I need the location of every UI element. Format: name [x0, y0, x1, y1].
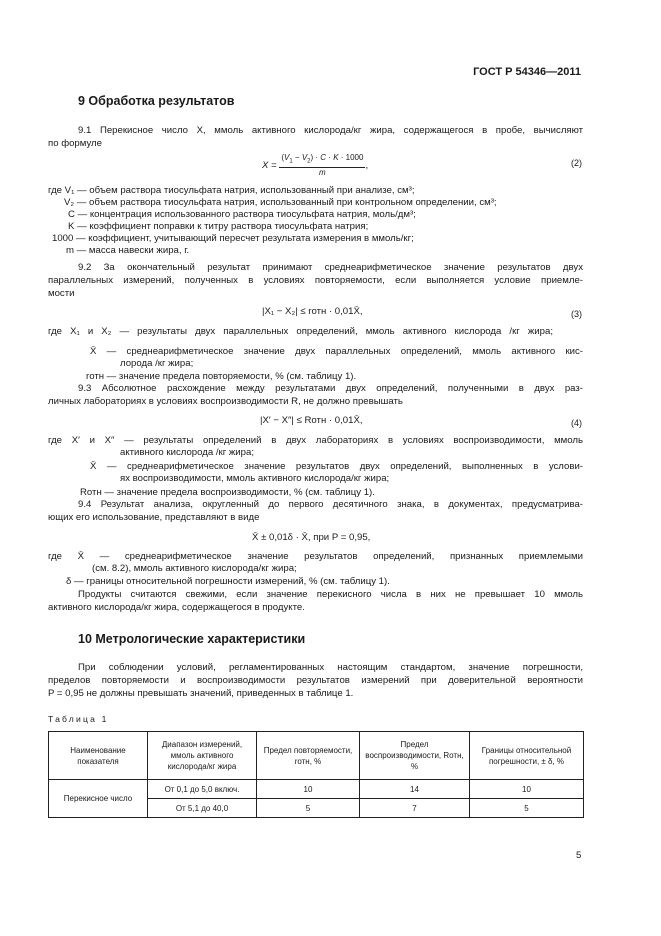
definition-x1-x2: где X₁ и X₂ — результаты двух параллельных определений, ммоль активного кислорода /кг жира; — [48, 326, 553, 337]
cell-reproducibility: 14 — [360, 780, 470, 799]
paragraph-10-line-2: пределов повторяемости и воспроизводимости результатов измерений при доверительной вероятности — [48, 675, 583, 686]
definition-x-prime-line-2: активного кислорода /кг жира; — [120, 447, 255, 458]
paragraph-9-1-line-1: 9.1 Перекисное число X, ммоль активного кислорода/кг жира, содержащегося в пробе, вычисляют — [78, 125, 583, 136]
table-header-row — [49, 732, 584, 780]
header-repeatability: Предел повторяемости, rотн, % — [257, 732, 360, 780]
header-error-bounds: Границы относительной погрешности, ± δ, % — [470, 732, 584, 780]
formula-2: X = $\frac{(V_1 - V_2) \cdot C \cdot K \cdot 1000}{m}$ , — [262, 153, 369, 177]
definition-xbar-4-line-2: ях воспроизводимости, ммоль активного кислорода/кг жира; — [120, 473, 390, 484]
definition-r-otn: rотн — значение предела повторяемости, % (см. таблицу 1). — [86, 371, 357, 382]
cell-error-bounds: 10 — [470, 780, 584, 799]
table-row — [49, 780, 584, 799]
paragraph-9-2-line-3: мости — [48, 288, 75, 299]
paragraph-10-line-1: При соблюдении условий, регламентированных настоящим стандартом, значение погрешности, — [78, 662, 583, 673]
cell-reproducibility: 7 — [360, 799, 470, 818]
paragraph-9-1-line-2: по формуле — [48, 138, 102, 149]
paragraph-9-4-line-1: 9.4 Результат анализа, округленный до первого десятичного знака, в документах, предусматрива- — [78, 499, 583, 510]
cell-repeatability: 5 — [257, 799, 360, 818]
definition-m: m — масса навески жира, г. — [66, 245, 190, 256]
header-range: Диапазон измерений, ммоль активного кислорода/кг жира — [148, 732, 257, 780]
document-id: ГОСТ Р 54346—2011 — [473, 66, 581, 78]
formula-5: X̄ ± 0,01δ · X̄, при P = 0,95, — [252, 532, 371, 543]
definition-xbar-5-line-2: (см. 8.2), ммоль активного кислорода/кг жира; — [92, 563, 297, 574]
formula-3-number: (3) — [571, 309, 582, 319]
definition-c: C — концентрация использованного раствора тиосульфата натрия, моль/дм³; — [68, 209, 416, 220]
paragraph-9-4-line-2: ющих его использование, представляют в виде — [48, 512, 260, 523]
paragraph-10-line-3: P = 0,95 не должны превышать значений, приведенных в таблице 1. — [48, 688, 354, 699]
definition-R-otn: Rотн — значение предела воспроизводимости, % (см. таблицу 1). — [80, 487, 375, 498]
table-1-caption: Таблица 1 — [48, 714, 109, 724]
paragraph-9-2-line-2: параллельных измерений, полученных в условиях повторяемости, если выполняется условие приемле- — [48, 275, 583, 286]
definition-x-prime: где X′ и X″ — результаты определений в двух лабораториях в условиях воспроизводимости, ммоль — [48, 435, 583, 446]
cell-error-bounds: 5 — [470, 799, 584, 818]
paragraph-fresh-line-2: активного кислорода/кг жира, содержащегося в продукте. — [48, 602, 305, 613]
formula-3: |X₁ − X₂| ≤ rотн · 0,01X̄, — [262, 306, 363, 317]
paragraph-9-3-line-2: личных лабораториях в условиях воспроизводимости R, не должно превышать — [48, 396, 403, 407]
header-indicator: Наименование показателя — [49, 732, 148, 780]
definition-v1: где V₁ — объем раствора тиосульфата натрия, использованный при анализе, см³; — [48, 185, 415, 196]
section-9-title: 9 Обработка результатов — [78, 94, 235, 108]
header-reproducibility: Предел воспроизводимости, Rотн, % — [360, 732, 470, 780]
definition-1000: 1000 — коэффициент, учитывающий пересчет результата измерения в ммоль/кг; — [52, 233, 414, 244]
definition-xbar-5-line-1: где X̄ — среднеарифметическое значение результатов определений, признанных приемлемыми — [48, 551, 583, 562]
paragraph-9-2-line-1: 9.2 За окончательный результат принимают среднеарифметическое значение результатов двух — [78, 262, 583, 273]
definition-v2: V₂ — объем раствора тиосульфата натрия, использованный при контрольном определении, см³; — [64, 197, 497, 208]
formula-2-number: (2) — [571, 158, 582, 168]
table-1 — [48, 731, 584, 818]
definition-xbar-4-line-1: X̄ — среднеарифметическое значение результатов двух определений, выполненных в услови- — [90, 461, 583, 472]
paragraph-9-3-line-1: 9.3 Абсолютное расхождение между результатами двух определений, полученными в двух раз- — [78, 383, 583, 394]
page-number: 5 — [576, 850, 582, 861]
paragraph-fresh-line-1: Продукты считаются свежими, если значение перекисного числа в них не превышает 10 ммоль — [78, 589, 583, 600]
row-label: Перекисное число — [49, 780, 148, 818]
cell-range: От 5,1 до 40,0 — [148, 799, 257, 818]
definition-xbar-3-line-2: лорода /кг жира; — [120, 358, 194, 369]
definition-k: K — коэффициент поправки к титру раствора тиосульфата натрия; — [68, 221, 369, 232]
section-10-title: 10 Метрологические характеристики — [78, 632, 306, 646]
cell-range: От 0,1 до 5,0 включ. — [148, 780, 257, 799]
formula-4: |X′ − X″| ≤ Rотн · 0,01X̄, — [260, 415, 363, 426]
definition-xbar-3-line-1: X̄ — среднеарифметическое значение двух параллельных определений, ммоль активного кис- — [90, 346, 583, 357]
formula-4-number: (4) — [571, 418, 582, 428]
cell-repeatability: 10 — [257, 780, 360, 799]
definition-delta: δ — границы относительной погрешности измерений, % (см. таблицу 1). — [66, 576, 390, 587]
